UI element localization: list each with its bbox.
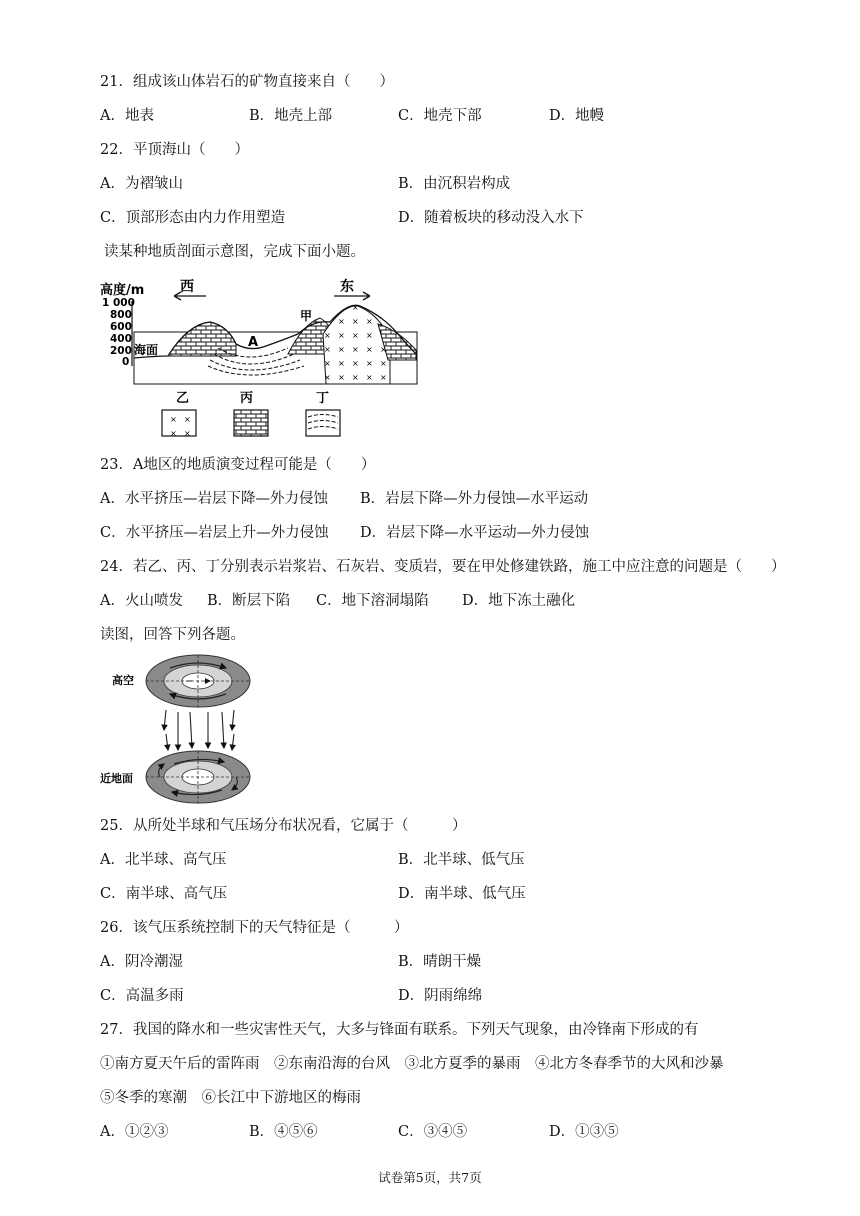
q23-option-b: B．岩层下降—外力侵蚀—水平运动 [360,491,589,507]
page-footer: 试卷第5页，共7页 [378,1170,482,1185]
q27-items-line-2: ⑤冬季的寒潮 ⑥长江中下游地区的梅雨 [100,1090,361,1106]
q23-option-c: C．水平挤压—岩层上升—外力侵蚀 [100,525,329,541]
point-jia-label: 甲 [300,309,313,323]
west-label: 西 [180,279,194,295]
y-tick-400: 400 [110,333,132,345]
intro-pressure-system: 读图，回答下列各题。 [100,627,245,643]
q26-option-d: D．阴雨绵绵 [398,988,483,1004]
y-tick-800: 800 [110,309,132,321]
point-a-label: A [248,335,259,350]
q21-option-b: B．地壳上部 [249,108,333,124]
question-27-stem: 27．我国的降水和一些灾害性天气，大多与锋面有联系。下列天气现象，由冷锋南下形成的有 [100,1022,699,1038]
q24-option-c: C．地下溶洞塌陷 [316,593,429,609]
geologic-section-figure [98,274,428,444]
pressure-system-figure [100,652,260,806]
q24-option-d: D．地下冻土融化 [462,593,576,609]
q26-option-b: B．晴朗干燥 [398,954,482,970]
legend-yi-label: 乙 [176,391,190,406]
question-26-stem: 26．该气压系统控制下的天气特征是（ ） [100,920,409,936]
legend-igneous-swatch [162,410,196,436]
q27-option-d: D．①③⑤ [549,1124,619,1140]
intro-geologic-section: 读某种地质剖面示意图，完成下面小题。 [104,244,365,260]
y-tick-1000: 1 000 [102,297,135,309]
q27-option-b: B．④⑤⑥ [249,1124,318,1140]
q21-option-d: D．地幔 [549,108,605,124]
q22-option-b: B．由沉积岩构成 [398,176,511,192]
question-24-stem: 24．若乙、丙、丁分别表示岩浆岩、石灰岩、变质岩，要在甲处修建铁路，施工中应注意的问题是（ ） [100,559,786,575]
q25-option-c: C．南半球、高气压 [100,886,228,902]
q26-option-c: C．高温多雨 [100,988,184,1004]
q25-option-d: D．南半球、低气压 [398,886,526,902]
question-23-stem: 23．A地区的地质演变过程可能是（ ） [100,457,376,473]
upper-level-label: 高空 [112,674,134,687]
near-surface-label: 近地面 [100,772,133,785]
legend-ding-label: 丁 [316,391,330,406]
q25-option-a: A．北半球、高气压 [100,852,227,868]
q22-option-c: C．顶部形态由内力作用塑造 [100,210,286,226]
legend-bing-label: 丙 [240,391,254,406]
y-tick-0: 0 [122,356,130,368]
legend-metamorphic-swatch [306,410,340,436]
q21-option-c: C．地壳下部 [398,108,482,124]
y-axis-label: 高度/m [100,283,145,298]
q27-option-a: A．①②③ [100,1124,169,1140]
legend-limestone-swatch [234,410,268,436]
y-tick-200: 200 [110,345,132,357]
east-label: 东 [340,279,354,295]
y-tick-600: 600 [110,321,132,333]
q22-option-a: A．为褶皱山 [100,176,183,192]
question-21-stem: 21．组成该山体岩石的矿物直接来自（ ） [100,74,394,90]
q25-option-b: B．北半球、低气压 [398,852,525,868]
q27-items-line-1: ①南方夏天午后的雷阵雨 ②东南沿海的台风 ③北方夏季的暴雨 ④北方冬春季节的大风和沙暴 [100,1056,724,1072]
q26-option-a: A．阴冷潮湿 [100,954,183,970]
q21-option-a: A．地表 [100,108,154,124]
sea-level-label: 海面 [134,343,159,357]
q22-option-d: D．随着板块的移动没入水下 [398,210,584,226]
q24-option-a: A．火山喷发 [100,593,183,609]
q27-option-c: C．③④⑤ [398,1124,468,1140]
question-25-stem: 25．从所处半球和气压场分布状况看，它属于（ ） [100,818,467,834]
q23-option-d: D．岩层下降—水平运动—外力侵蚀 [360,525,590,541]
q24-option-b: B．断层下陷 [207,593,291,609]
q23-option-a: A．水平挤压—岩层下降—外力侵蚀 [100,491,328,507]
question-22-stem: 22．平顶海山（ ） [100,142,249,158]
